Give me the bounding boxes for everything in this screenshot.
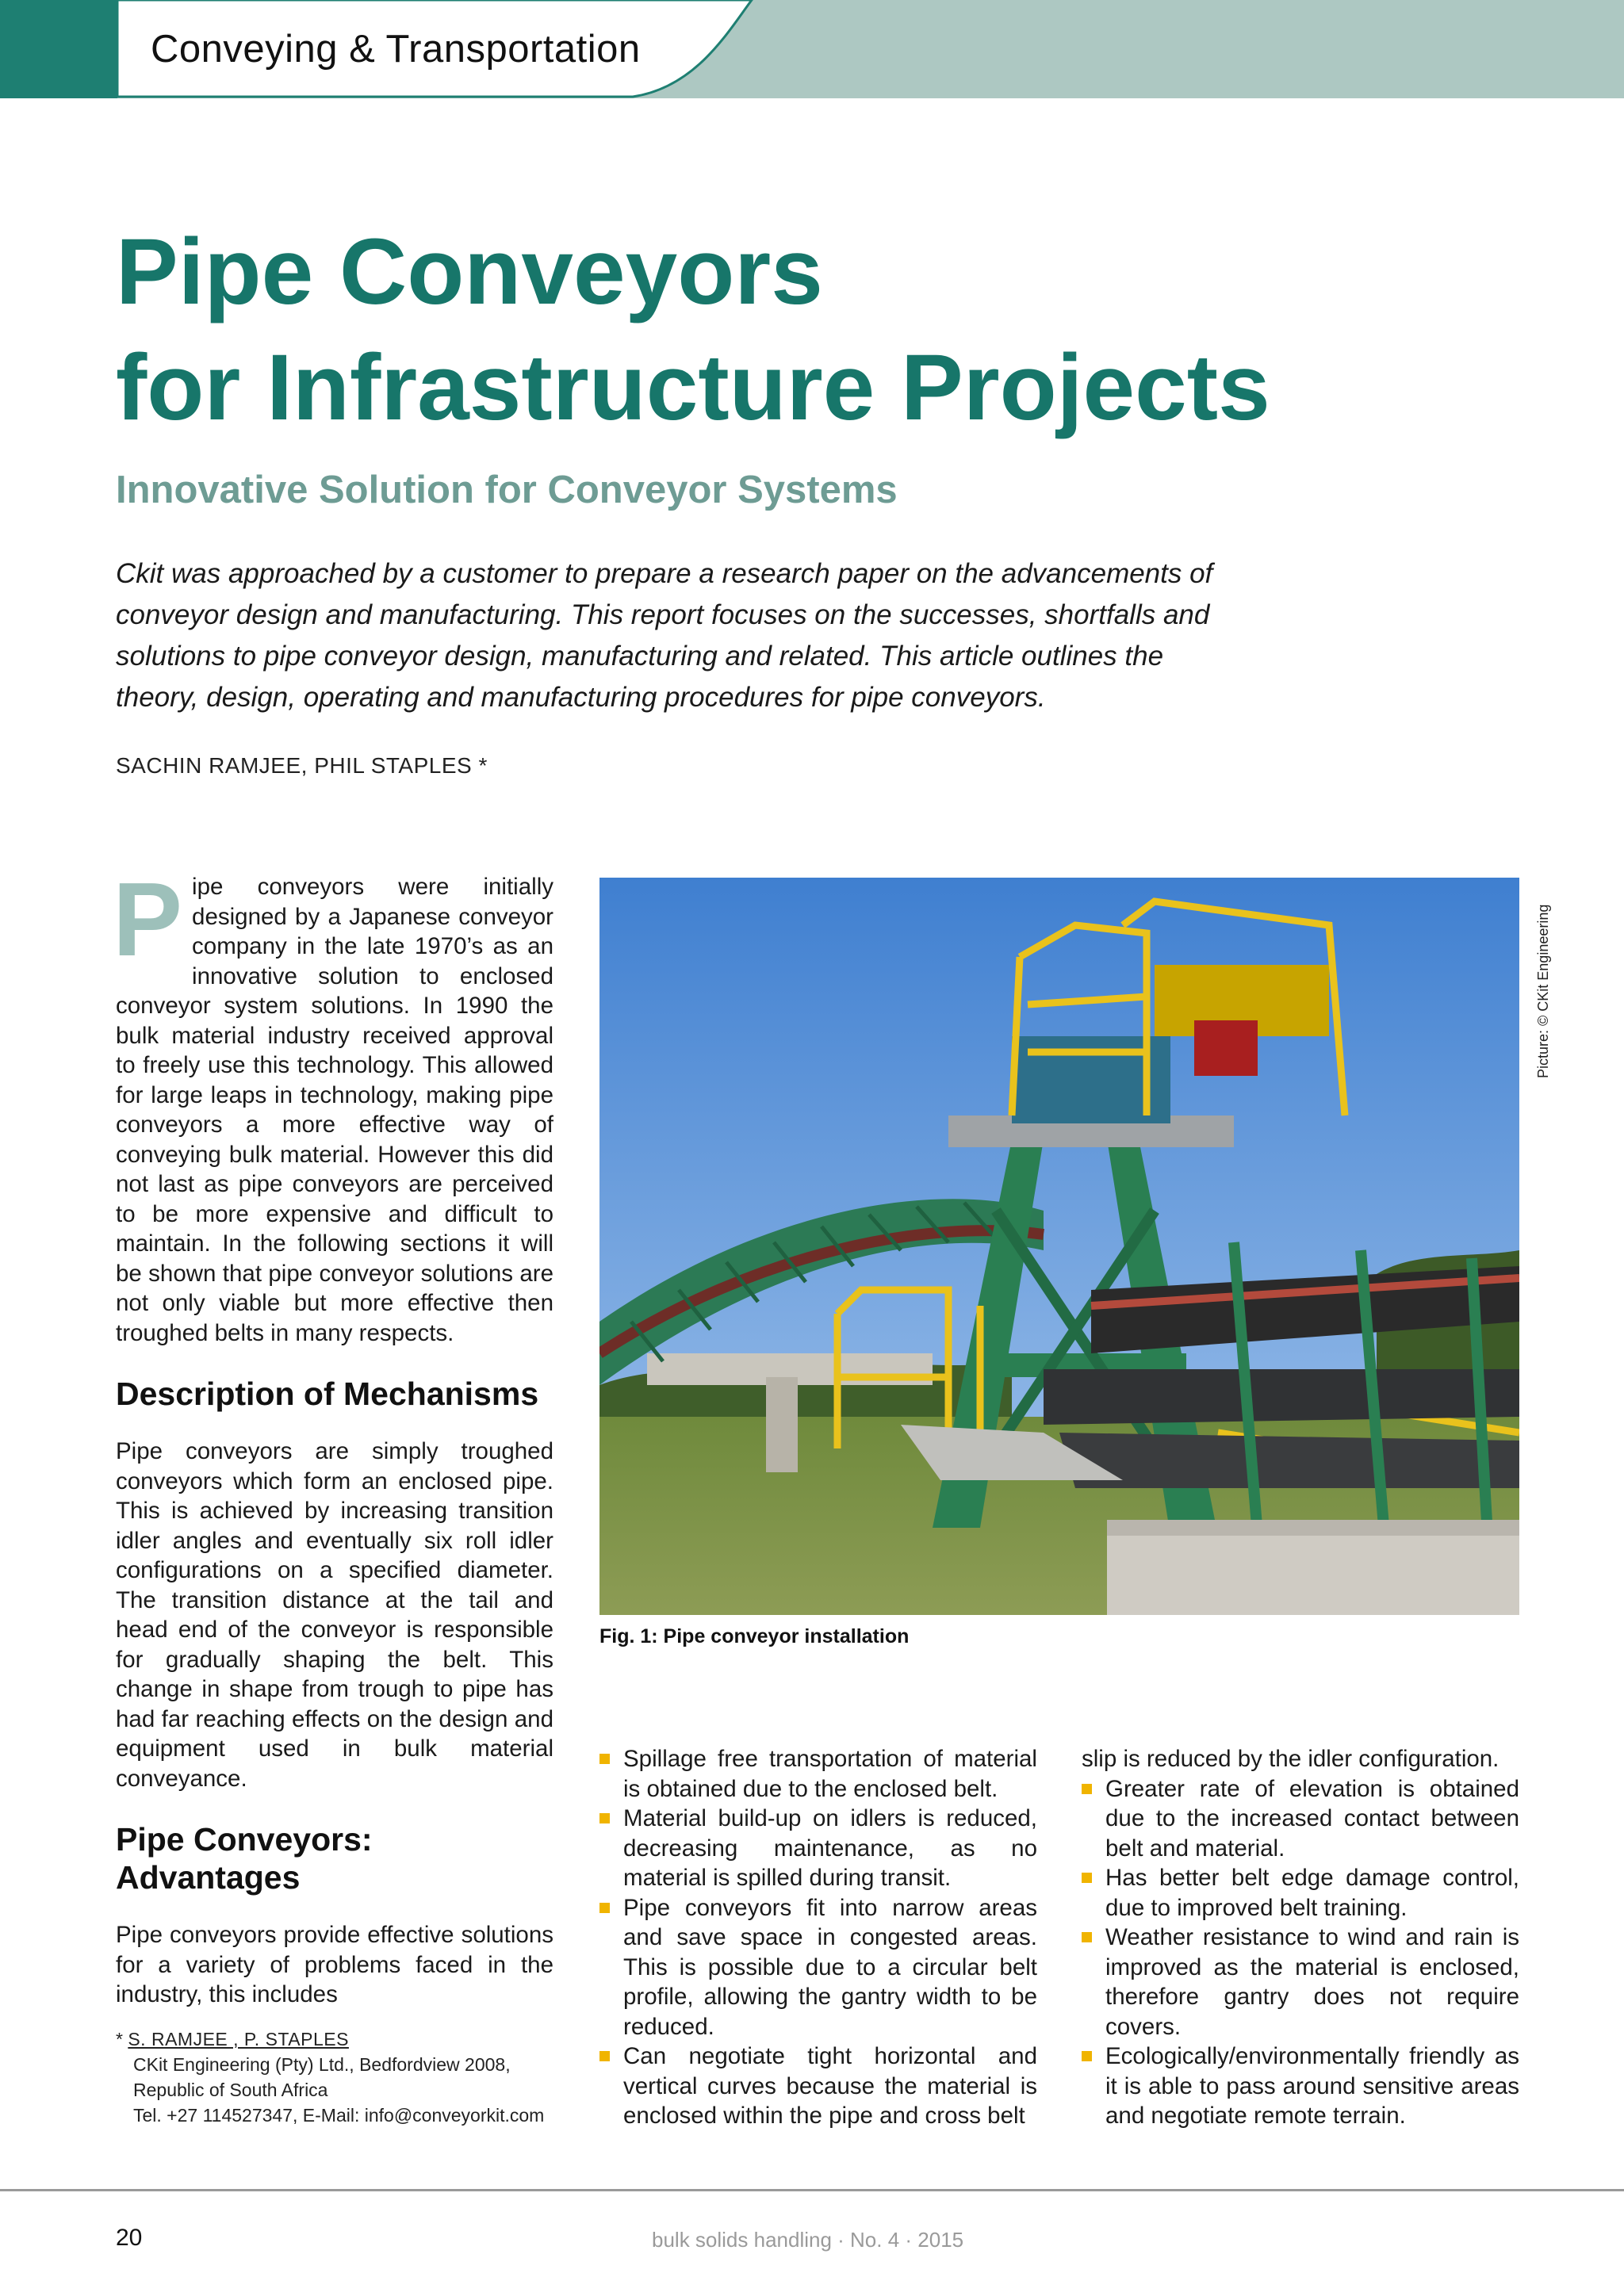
- header-accent-block: [0, 0, 117, 98]
- figure-caption: Fig. 1: Pipe conveyor installation: [599, 1625, 910, 1647]
- advantages-list-right: [1082, 1744, 1519, 2131]
- footnote-country: Republic of South Africa: [133, 2080, 328, 2100]
- list-item: Has better belt edge damage control, due to improved belt training.: [1082, 1863, 1519, 1923]
- page-number: 20: [116, 2225, 143, 2251]
- bullet-square-icon: [1082, 1932, 1092, 1942]
- title-line-2: for Infrastructure Projects: [116, 335, 1270, 440]
- section-heading-mechanisms: Description of Mechanisms: [116, 1376, 539, 1412]
- advantages-list-left: [599, 1744, 1037, 2131]
- footer-divider: [0, 2189, 1624, 2191]
- pipe-conveyor-photo: [599, 878, 1519, 1615]
- footnote-author-names: S. RAMJEE , P. STAPLES: [128, 2029, 349, 2049]
- list-item-continuation: slip is reduced by the idler configuration.: [1082, 1746, 1500, 1772]
- article-title: [116, 214, 1270, 446]
- author-footnote: [116, 2026, 544, 2128]
- bullet-square-icon: [1082, 2051, 1092, 2061]
- authors: SACHIN RAMJEE, PHIL STAPLES *: [116, 753, 488, 778]
- drop-cap: P: [113, 861, 183, 978]
- bullet-square-icon: [599, 2051, 610, 2061]
- intro-text: ipe conveyors were initially designed by a Japanese conveyor company in the late 1970’s as an innovative solution to enclosed conveyor system solutions. In 1990 the bulk material industry received approval to freely use this technology. This allowed for large leaps in technology, making pipe conveyors a more effective way of conveying bulk material. However this did not last as pipe conveyors are perceived to be more expensive and difficult to maintain. In the following sections it will be shown that pipe conveyor solutions are not only viable but more effective then troughed belts in many respects.: [116, 874, 553, 1346]
- footnote-contact: Tel. +27 114527347, E-Mail: info@conveyorkit.com: [133, 2105, 545, 2126]
- journal-info: bulk solids handling · No. 4 · 2015: [652, 2228, 964, 2252]
- list-item: Ecologically/environmentally friendly as it is able to pass around sensitive areas and negotiate remote terrain.: [1082, 2042, 1519, 2131]
- section-heading-advantages: Pipe Conveyors: Advantages: [116, 1821, 373, 1896]
- bullet-square-icon: [599, 1813, 610, 1823]
- bullet-square-icon: [599, 1903, 610, 1913]
- article-lead: Ckit was approached by a customer to prepare a research paper on the advancements of conveyor design and manufacturing. This report focuses on the successes, shortfalls and solutions to pipe conveyor design, manufacturing and related. This article outlines the theory, design, operating and manufacturing procedures for pipe conveyors.: [116, 558, 1213, 713]
- bullet-square-icon: [1082, 1784, 1092, 1794]
- list-item: Material build-up on idlers is reduced, decreasing maintenance, as no material is spilled during transit.: [599, 1804, 1037, 1893]
- title-line-1: Pipe Conveyors: [116, 220, 823, 324]
- picture-credit: Picture: © CKit Engineering: [1535, 904, 1551, 1078]
- list-item: Spillage free transportation of material is obtained due to the enclosed belt.: [599, 1744, 1037, 1804]
- list-item: Can negotiate tight horizontal and vertical curves because the material is enclosed within the pipe and cross belt: [599, 2042, 1037, 2131]
- list-item: Weather resistance to wind and rain is improved as the material is enclosed, therefore gantry does not require covers.: [1082, 1923, 1519, 2042]
- footnote-marker: *: [116, 2029, 123, 2049]
- article-subtitle: Innovative Solution for Conveyor Systems: [116, 469, 898, 511]
- mechanisms-paragraph: Pipe conveyors are simply troughed conveyors which form an enclosed pipe. This is achieved by increasing transition idler angles and eventually six roll idler configurations on a specified diameter. The transition distance at the tail and head end of the conveyor is responsible for gradually shaping the belt. This change in shape from trough to pipe has had far reaching effects on the design and equipment used in bulk material conveyance.: [116, 1438, 553, 1792]
- footnote-company: CKit Engineering (Pty) Ltd., Bedfordview 2008,: [133, 2054, 511, 2075]
- bullet-square-icon: [599, 1754, 610, 1764]
- left-column: [113, 861, 553, 2010]
- list-item: Greater rate of elevation is obtained due to the increased contact between belt and material.: [1082, 1774, 1519, 1864]
- intro-paragraph: [113, 861, 553, 1348]
- section-label: Conveying & Transportation: [151, 28, 641, 71]
- bullet-square-icon: [1082, 1873, 1092, 1883]
- advantages-paragraph: Pipe conveyors provide effective solutions for a variety of problems faced in the industry, this includes: [116, 1922, 553, 2007]
- footnote-names: [116, 2026, 544, 2052]
- list-item: Pipe conveyors fit into narrow areas and save space in congested areas. This is possible due to a circular belt profile, allowing the gantry width to be reduced.: [599, 1893, 1037, 2042]
